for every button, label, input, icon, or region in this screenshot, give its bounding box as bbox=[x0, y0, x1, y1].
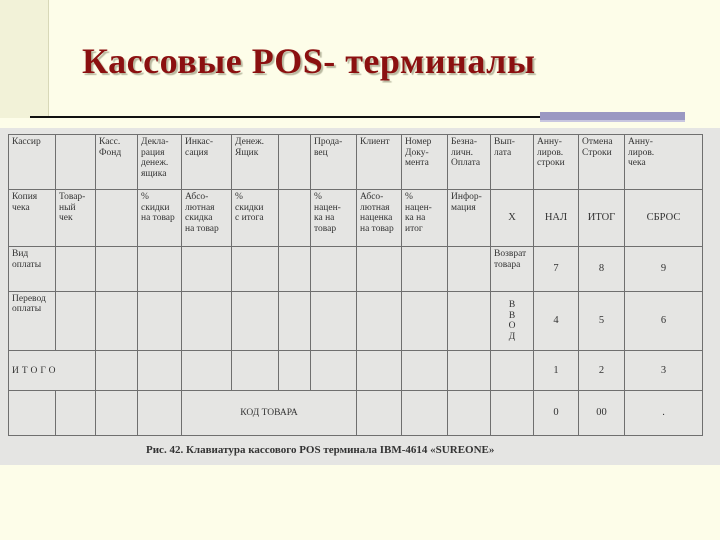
key-blank bbox=[448, 291, 491, 350]
key-blank bbox=[279, 351, 311, 391]
key-cancel-receipt: Анну- лиров. чека bbox=[625, 135, 703, 190]
key-payment-type: Вид оплаты bbox=[9, 247, 56, 292]
slide-side-bar bbox=[0, 0, 49, 118]
key-blank bbox=[402, 247, 448, 292]
key-blank bbox=[232, 351, 279, 391]
keyboard-row-1 bbox=[9, 135, 703, 190]
key-cashier: Кассир bbox=[9, 135, 56, 190]
key-cash-fund: Касс. Фонд bbox=[96, 135, 138, 190]
key-blank bbox=[357, 291, 402, 350]
key-blank bbox=[232, 291, 279, 350]
key-blank bbox=[182, 247, 232, 292]
key-blank bbox=[56, 247, 96, 292]
title-underline bbox=[30, 116, 544, 118]
key-reset: СБРОС bbox=[625, 190, 703, 247]
key-blank bbox=[138, 247, 182, 292]
slide-title: Кассовые POS- терминалы bbox=[82, 41, 536, 81]
key-cancel-line: Анну- лиров. строки bbox=[534, 135, 579, 190]
key-blank bbox=[402, 351, 448, 391]
key-item-markup-percent: % нацен- ка на товар bbox=[311, 190, 357, 247]
key-blank bbox=[357, 247, 402, 292]
key-client: Клиент bbox=[357, 135, 402, 190]
key-grand-total: ИТОГО bbox=[9, 351, 96, 391]
key-digit-4: 4 bbox=[534, 291, 579, 350]
figure-caption: Рис. 42. Клавиатура кассового POS терминала IBM-4614 «SUREONE» bbox=[146, 444, 495, 456]
key-digit-1: 1 bbox=[534, 351, 579, 391]
key-total-markup-percent: % нацен- ка на итог bbox=[402, 190, 448, 247]
key-digit-6: 6 bbox=[625, 291, 703, 350]
accent-bar bbox=[540, 112, 685, 120]
key-blank bbox=[279, 247, 311, 292]
key-blank bbox=[491, 351, 534, 391]
key-information: Инфор- мация bbox=[448, 190, 491, 247]
key-collection: Инкас- сация bbox=[182, 135, 232, 190]
key-blank bbox=[402, 391, 448, 436]
pos-keyboard-layout bbox=[8, 134, 703, 436]
accent-bar-shadow bbox=[540, 120, 685, 122]
key-blank bbox=[311, 247, 357, 292]
key-blank bbox=[182, 351, 232, 391]
key-digit-5: 5 bbox=[579, 291, 625, 350]
key-digit-3: 3 bbox=[625, 351, 703, 391]
key-cashless-payment: Безна- личн. Оплата bbox=[448, 135, 491, 190]
key-document-number: Номер Доку- мента bbox=[402, 135, 448, 190]
key-double-zero: 00 bbox=[579, 391, 625, 436]
key-item-discount-percent: % скидки на товар bbox=[138, 190, 182, 247]
key-blank bbox=[402, 291, 448, 350]
key-blank bbox=[232, 247, 279, 292]
key-total: ИТОГ bbox=[579, 190, 625, 247]
key-payout: Вып- лата bbox=[491, 135, 534, 190]
key-receipt-copy: Копия чека bbox=[9, 190, 56, 247]
key-decimal-point: . bbox=[625, 391, 703, 436]
key-sales-slip: Товар- ный чек bbox=[56, 190, 96, 247]
key-digit-9: 9 bbox=[625, 247, 703, 292]
key-blank bbox=[357, 391, 402, 436]
key-blank bbox=[56, 135, 96, 190]
key-return-item: Возврат товара bbox=[491, 247, 534, 292]
key-blank bbox=[279, 190, 311, 247]
key-blank bbox=[96, 351, 138, 391]
key-cash-drawer: Денеж. Ящик bbox=[232, 135, 279, 190]
key-blank bbox=[311, 351, 357, 391]
key-multiply: Х bbox=[491, 190, 534, 247]
key-blank bbox=[9, 391, 56, 436]
key-blank bbox=[56, 291, 96, 350]
key-blank bbox=[96, 190, 138, 247]
key-digit-2: 2 bbox=[579, 351, 625, 391]
key-blank bbox=[311, 291, 357, 350]
key-blank bbox=[182, 291, 232, 350]
key-blank bbox=[279, 135, 311, 190]
keyboard-row-6 bbox=[9, 391, 703, 436]
key-blank bbox=[357, 351, 402, 391]
key-blank bbox=[96, 291, 138, 350]
key-blank bbox=[491, 391, 534, 436]
key-blank bbox=[138, 391, 182, 436]
key-digit-0: 0 bbox=[534, 391, 579, 436]
key-blank bbox=[448, 247, 491, 292]
keyboard-row-4 bbox=[9, 291, 703, 350]
key-payment-transfer: Перевод оплаты bbox=[9, 291, 56, 350]
key-enter: В В О Д bbox=[491, 291, 534, 350]
key-blank bbox=[448, 391, 491, 436]
key-drawer-declaration: Декла- рация денеж. ящика bbox=[138, 135, 182, 190]
key-blank bbox=[448, 351, 491, 391]
keyboard-row-2 bbox=[9, 190, 703, 247]
key-item-markup-absolute: Абсо- лютная наценка на товар bbox=[357, 190, 402, 247]
key-item-discount-absolute: Абсо- лютная скидка на товар bbox=[182, 190, 232, 247]
key-cash: НАЛ bbox=[534, 190, 579, 247]
key-blank bbox=[96, 247, 138, 292]
key-total-discount-percent: % скидки с итога bbox=[232, 190, 279, 247]
keyboard-row-3 bbox=[9, 247, 703, 292]
key-digit-7: 7 bbox=[534, 247, 579, 292]
key-product-code: КОД ТОВАРА bbox=[182, 391, 357, 436]
key-seller: Прода- вец bbox=[311, 135, 357, 190]
key-blank bbox=[279, 291, 311, 350]
key-digit-8: 8 bbox=[579, 247, 625, 292]
key-blank bbox=[138, 351, 182, 391]
key-blank bbox=[138, 291, 182, 350]
keyboard-row-5 bbox=[9, 351, 703, 391]
key-blank bbox=[56, 391, 96, 436]
key-undo-line: Отмена Строки bbox=[579, 135, 625, 190]
key-blank bbox=[96, 391, 138, 436]
